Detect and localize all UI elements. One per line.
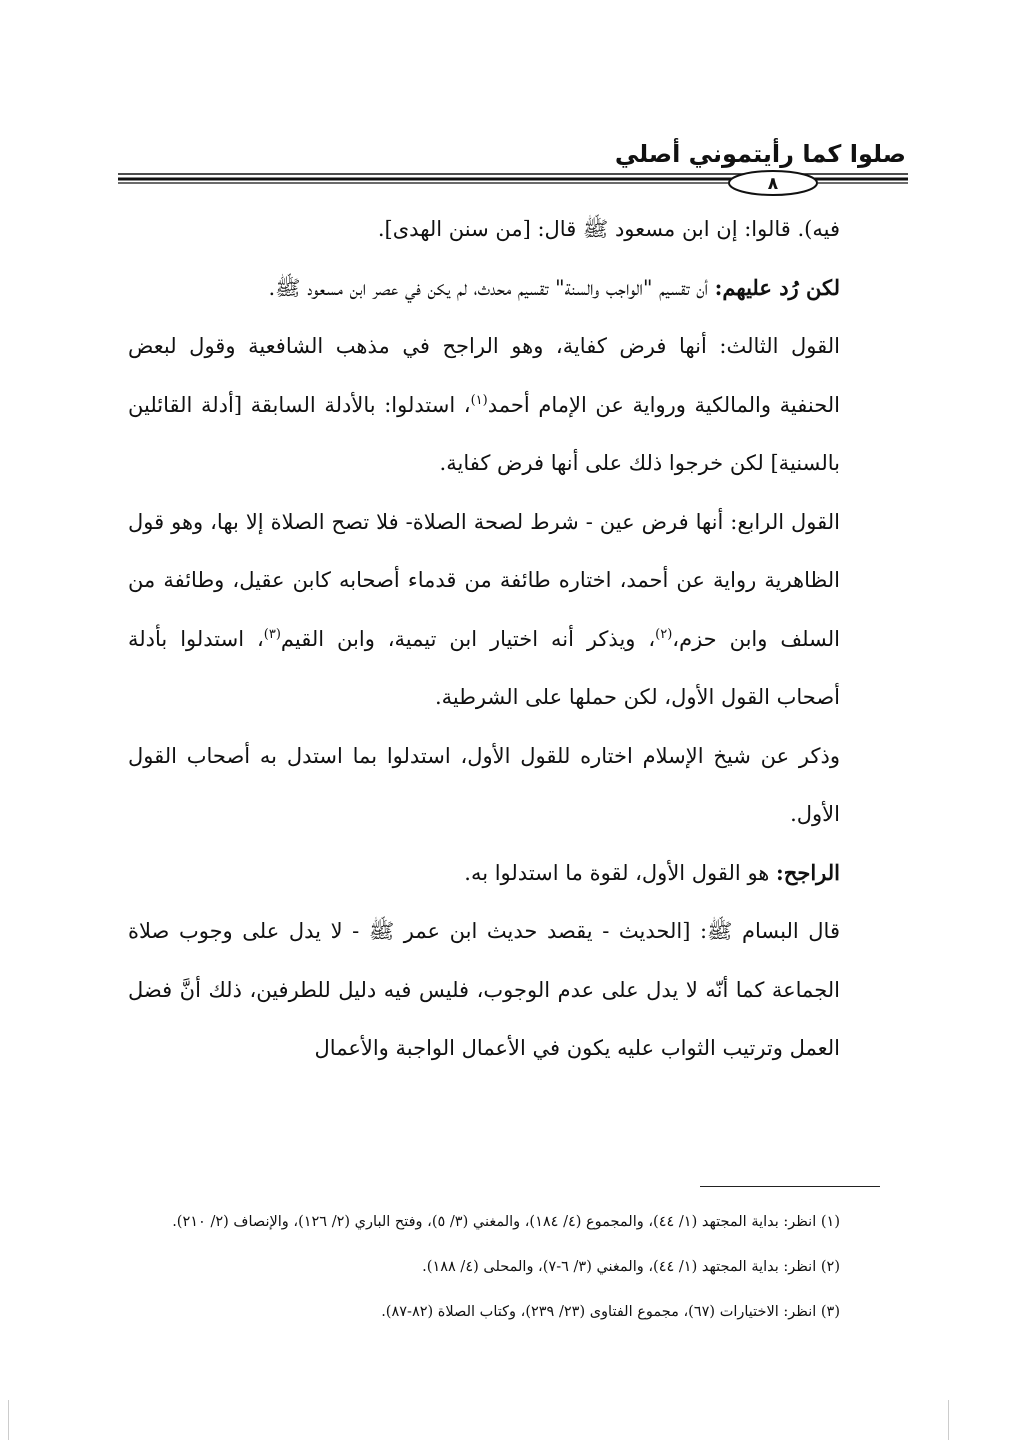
footnote-3: (٣) انظر: الاختيارات (٦٧)، مجموع الفتاوى (٢٣/ ٢٣٩)، وكتاب الصلاة (٨٢-٨٧). <box>381 1304 840 1320</box>
scan-edge-mark <box>8 1400 9 1440</box>
paragraph-2: لكن رُد عليهم: أن تقسيم "الواجب والسنة" تقسيم محدث، لم يكن في عصر ابن مسعود ﷺ. <box>268 274 840 300</box>
footnote-ref-1: (١) <box>470 392 488 408</box>
lead-in-bold: لكن رُد عليهم: <box>714 274 840 300</box>
body-text <box>128 200 840 1078</box>
lead-in-bold: الراجح: <box>776 859 840 885</box>
footnote-ref-3: (٣) <box>263 626 281 642</box>
page-number: ٨ <box>767 174 779 194</box>
paragraph-5: وذكر عن شيخ الإسلام اختاره للقول الأول، استدلوا بما استدل به أصحاب القول الأول. <box>128 743 840 826</box>
footnote-ref-2: (٢) <box>655 626 673 642</box>
paragraph-1: فيه). قالوا: إن ابن مسعود ﷺ قال: [من سنن الهدى]. <box>377 217 840 241</box>
scan-edge-mark <box>948 1400 949 1440</box>
running-header-title: صلوا كما رأيتموني أصلي <box>614 140 906 168</box>
paragraph-4: القول الرابع: أنها فرض عين - شرط لصحة الصلاة- فلا تصح الصلاة إلا بها، وهو قول الظاهرية رواية عن أحمد، اختاره طائفة من قدماء أصحابه كابن عقيل، وطائفة من السلف وابن حزم،$^{(٢)}$، ويذكر أنه اختيار ابن تيمية، وابن القيم$^{(٣)}$، استدلوا بأدلة أصحاب القول الأول، لكن حملها على الشرطية. <box>128 509 840 709</box>
footnotes <box>172 1200 840 1335</box>
header-rule-ornament <box>118 168 908 198</box>
paragraph-3: القول الثالث: أنها فرض كفاية، وهو الراجح في مذهب الشافعية وقول لبعض الحنفية والمالكية ورواية عن الإمام أحمد$^{(١)}$، استدلوا: بالأدلة السابقة [أدلة القائلين بالسنية] لكن خرجوا ذلك على أنها فرض كفاية. <box>128 334 840 475</box>
footnote-2: (٢) انظر: بداية المجتهد (١/ ٤٤)، والمغني (٣/ ٦-٧)، والمحلى (٤/ ١٨٨). <box>422 1259 840 1275</box>
footnote-1: (١) انظر: بداية المجتهد (١/ ٤٤)، والمجموع (٤/ ١٨٤)، والمغني (٣/ ٥)، وفتح الباري (٢/ ١٢٦)، والإنصاف (٢/ ٢١٠). <box>172 1214 840 1230</box>
paragraph-6: الراجح: هو القول الأول، لقوة ما استدلوا به. <box>464 859 840 885</box>
paragraph-7: قال البسام ﷺ: [الحديث - يقصد حديث ابن عمر ﷺ - لا يدل على وجوب صلاة الجماعة كما أنّه لا يدل على عدم الوجوب، فليس فيه دليل للطرفين، ذلك أنَّ فضل العمل وترتيب الثواب عليه يكون في الأعمال الواجبة والأعمال <box>128 919 840 1060</box>
footnote-separator <box>700 1186 880 1187</box>
